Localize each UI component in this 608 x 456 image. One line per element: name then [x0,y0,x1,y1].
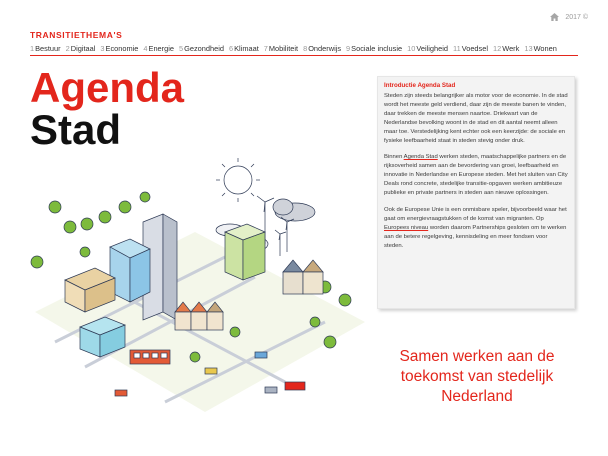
nav-item-werk[interactable] [493,44,519,53]
nav-item-label: Onderwijs [308,44,342,53]
nav-item-number: 4 [143,44,148,53]
agenda-stad-link[interactable]: Agenda Stad [403,154,438,161]
nav-item-number: 1 [30,44,35,53]
nav-item-label: Energie [148,44,174,53]
nav-item-label: Wonen [533,44,557,53]
intro-box [377,76,575,309]
nav-item-bestuur[interactable] [30,44,61,53]
nav-item-label: Mobiliteit [268,44,299,53]
theme-nav [30,44,578,56]
copyright-year: 2017 © [565,13,588,21]
nav-item-number: 12 [493,44,502,53]
nav-item-label: Klimaat [234,44,259,53]
page-title [30,64,185,153]
home-icon[interactable] [550,13,559,21]
tram-icon [130,350,170,364]
nav-item-number: 9 [346,44,351,53]
nav-item-number: 2 [65,44,70,53]
intro-paragraph-2: Binnen Agenda Stad werken steden, maatschappelijke partners en de rijksoverheid samen aan de bevordering van groei, leefbaarheid en innovatie in Nederlandse en Europese steden. Met het sluiten van City Deals rond concrete, stedelijke transitie-opgaven werken ambitieuze publieke en private partners in steden aan nieuwe oplossingen. [384,154,568,197]
intro-paragraph-3: Ook de Europese Unie is een onmisbare speler, bijvoorbeeld waar het gaat om energievraagstukken of de komst van migranten. Op Europees niveau worden daarom Partnerships gesloten om te werken aan de betere regelgeving, kennisdeling en meer fondsen voor steden. [384,206,567,249]
title-line-2: Stad [30,106,122,153]
intro-paragraph-1: Steden zijn steeds belangrijker als motor voor de economie. In de stad wordt het meeste geld verdiend, daar zijn de meeste banen te vinden, daar trekken de meeste mensen naartoe. Driekwart van de Nederlandse bevolking woont in de stad en dit aantal neemt alleen maar toe. Verstedelijking kent echter ook een keerzijde: de sociale en fysieke leefbaarheid staat in steden stevig onder druk. [384,93,568,144]
europees-niveau-link[interactable]: Europees niveau [384,224,429,231]
nav-item-label: Economie [105,44,139,53]
nav-item-klimaat[interactable] [229,44,259,53]
title-line-1: Agenda [30,64,185,111]
nav-item-sociale-inclusie[interactable] [346,44,402,53]
nav-item-veiligheid[interactable] [407,44,448,53]
nav-item-label: Veiligheid [416,44,449,53]
nav-item-label: Bestuur [35,44,61,53]
nav-item-label: Voedsel [461,44,488,53]
nav-item-number: 8 [303,44,308,53]
nav-item-label: Digitaal [70,44,96,53]
nav-item-onderwijs[interactable] [303,44,341,53]
nav-item-number: 13 [524,44,533,53]
nav-item-label: Gezondheid [184,44,224,53]
nav-item-voedsel[interactable] [453,44,488,53]
sun-icon [216,158,260,202]
nav-item-number: 3 [100,44,105,53]
section-label: TRANSITIETHEMA'S [30,30,123,40]
nav-item-number: 6 [228,44,234,53]
nav-item-number: 10 [407,44,416,53]
intro-heading: Introductie Agenda Stad [384,82,456,89]
top-bar [550,13,588,21]
nav-item-mobiliteit[interactable] [264,44,298,53]
nav-item-number: 7 [263,44,268,53]
nav-item-label: Werk [502,44,520,53]
nav-item-economie[interactable] [100,44,138,53]
city-illustration [25,152,370,452]
nav-item-number: 11 [453,44,461,53]
nav-item-digitaal[interactable] [66,44,96,53]
tagline: Samen werken aan de toekomst van stedelijk Nederland [399,348,555,405]
nav-item-wonen[interactable] [524,44,557,53]
nav-item-label: Sociale inclusie [351,44,403,53]
nav-item-number: 5 [179,44,184,53]
nav-item-energie[interactable] [143,44,174,53]
nav-item-gezondheid[interactable] [179,44,224,53]
